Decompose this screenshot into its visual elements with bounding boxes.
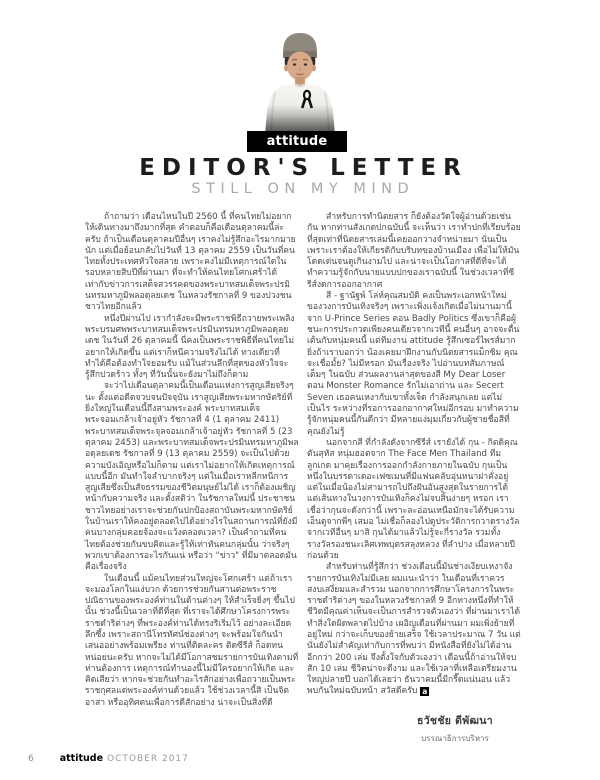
paragraph-text: สำหรับท่านที่รู้สึกว่า ช่วงเดือนนี้มันช่างเงียบเหงาจัง รายการบันเทิงไม่มีเลย ผมแนะนำว่า ในเดือนที่เราควรสงบเสงี่ยมและสำรวม นอกจากการศึกษาโครงการในพระราชดำริต่างๆ ของในหลวงรัชกาลที่ 9 อีกทางหนึ่งที่ทำให้ชีวิตมีคุณค่าเห็นจะเป็นการสำรวจตัวเองว่า ที่ผ่านมาเราได้ทำสิ่งใดผิดพลาดไปบ้าง เผอิญเดือนที่ผ่านมา ผมเพิ่งย้ายที่อยู่ใหม่ กว่าจะเก็บของย้ายเสร็จ ใช้เวลาประมาณ 7 วัน แต่นั่นยังไม่สำคัญเท่ากับการที่พบว่า มีหนังสือที่ยังไม่ได้อ่านอีกกว่า 200 เล่ม จึงตั้งใจกับตัวเองว่า เดือนนี้ถ้าอ่านให้จบสัก 10 เล่ม ชีวิตน่าจะดีงาม และใช้เวลาที่เหลือเตรียมงานใหญ่ปลายปี บอกได้เลยว่า ธันวาคมนี้มีกรี๊ดแน่นอน แล้วพบกันใหม่ฉบับหน้า สวัสดีครับ <box>307 562 521 697</box>
attitude-logo <box>247 131 347 152</box>
signature-block <box>390 712 520 745</box>
page-footer <box>28 753 572 764</box>
paragraph <box>307 562 521 698</box>
editor-photo <box>248 28 352 134</box>
paragraph: นอกจากสี ที่กำลังดังจากซีรีส์ เรายังได้ กุน - กิตติคุณ ตันสุหัส หนุ่มฮอตจาก The Face Men Thailand ทีมลูกเกด มาคุยเรื่องการออกกำลังกายภายในฉบับ กุนเป็นหนึ่งในบรรดาเดอะเฟซเมนที่มีแฟนคลับอุ่นหนาฝาคั่งอยู่ แต่ในเมื่อน้องไม่สามารถไปถึงฝันอันสูงสุดในรายการได้ แต่เส้นทางในวงการบันเทิงก็คงไม่จบสิ้นง่ายๆ หรอก เราเชื่อว่ากุนจะดังกว่านี้ เพราะละอ่อนเหนือมักจะได้รับความเอ็นดูจากพี่ๆ เสมอ ไม่เชื่อก็ลองไปดูประวัติการกวาดรางวัลจากเวทีอื่นๆ มาสิ กุนได้มาแล้วไม่รู้จะกี่รางวัล รวมทั้งรางวัลรองชนะเลิศเทพบุตรสลุงหลวง ที่ลำปาง เมื่อหลายปีก่อนด้วย <box>307 437 520 561</box>
paragraph: ในเดือนนี้ แม้คนไทยส่วนใหญ่จะโศกเศร้า แต่ถ้าเราจะมองโลกในแง่บวก ด้วยการช่วยกันสานต่อพระราชปณิธานของพระองค์ท่านในด้านต่างๆ ให้สำเร็จยิ่งๆ ขึ้นไปนั้น ช่วงนี้เป็นเวลาที่ดีที่สุด ที่เราจะได้ศึกษาโครงการพระราชดำริต่างๆ ที่พระองค์ท่านได้ทรงริเริ่มไว้ อย่างละเอียดลึกซึ้ง เพราะสถานีโทรทัศน์ช่องต่างๆ จะพร้อมใจกันนำเสนออย่างพร้อมเพรียง ท่านที่ติดละคร ติดซีรีส์ ก็อดทนหน่อยนะครับ หากจะไม่ได้มีโอกาสชมรายการบันเทิงตามที่ท่านต้องการ เหตุการณ์ทำนองนี้ไม่มีใครอยากให้เกิด และคิดเสียว่า หากจะช่วยกันทำอะไรสักอย่างเพื่อถวายเป็นพระราชกุศลแด่พระองค์ท่านด้วยแล้ว ใช้ช่วงเวลานี้สิ เป็นจิตอาสา หรืออุทิศตนเพื่อการดีสักอย่าง น่าจะเป็นสิ่งที่ดี <box>85 573 299 708</box>
letter-body <box>85 212 521 712</box>
sweater <box>265 83 335 135</box>
footer-issue: OCTOBER 2017 <box>107 754 189 764</box>
editor-portrait-illustration <box>248 28 352 134</box>
paragraph: สี - ฐานัฐพ์ โล่ห์คุณสมบัติ คงเป็นพระเอกหน้าใหม่ของวงการบันเทิงจริงๆ เพราะเพิ่งแจ้งเกิดเมื่อไม่นานมานี้จาก U-Prince Series ตอน Badly Politics ซึ่งเขาก็คือผู้ชนะการประกวดเพียงคนเดียวจากเวทีนี้ คนอื่นๆ อาจจะตื่นเต้นกับหนุ่มคนนี้ แต่ทีมงาน attitude รู้สึกเซอร์ไพรส์มาก ยิ่งถ้าเราบอกว่า น้องเคยมาฝึกงานกับนิตยสารแม็กซิม คุณจะเชื่อมั้ย? ไม่มีหรอก มันเรื่องจริง ไปอ่านบทสัมภาษณ์เต็มๆ ในฉบับ ส่วนผลงานล่าสุดของสี My Dear Loser ตอน Monster Romance รักไม่เอาถ่าน และ Secert Seven เธอคนเหงากับเขาทั้งเจ็ด กำลังสนุกเลย แต่ไม่เป็นไร ระหว่างที่รอการออกอากาศใหม่อีกรอบ มาทำความรู้จักหนุ่มคนนี้กันดีกว่า มีหลายแง่มุมเกี่ยวกับผู้ชายชื่อสีที่คุณยังไม่รู้ <box>307 291 520 437</box>
editor-name: ธวัชชัย ดีพัฒนา <box>417 715 493 727</box>
editor-title: บรรณาธิการบริหาร <box>421 734 489 743</box>
paragraph: จะว่าไปเดือนตุลาคมนี้เป็นเดือนแห่งการสูญเสียจริงๆ นะ ตั้งแต่อดีตจวบจนปัจจุบัน เราสูญเสียพระมหากษัตริย์ที่ยิ่งใหญ่ในเดือนนี้ถึงสามพระองค์ พระบาทสมเด็จพระจอมเกล้าเจ้าอยู่หัว รัชกาลที่ 4 (1 ตุลาคม 2411) พระบาทสมเด็จพระจุลจอมเกล้าเจ้าอยู่หัว รัชกาลที่ 5 (23 ตุลาคม 2453) และพระบาทสมเด็จพระปรมินทรมหาภูมิพลอดุลยเดช รัชกาลที่ 9 (13 ตุลาคม 2559) จะเป็นไปด้วยความบังเอิญหรือไม่ก็ตาม แต่เราไม่อยากให้เกิดเหตุการณ์แบบนี้อีก มันทำใจลำบากจริงๆ แต่ในเมื่อเราหลีกหนีการสูญเสียซึ่งเป็นสัจธรรมของชีวิตมนุษย์ไม่ได้ เราก็ต้องเผชิญหน้ากับความจริง และตั้งสติว่า ในรัชกาลใหม่นี้ ประชาชนชาวไทยอย่างเราจะช่วยกันปกป้องสถาบันพระมหากษัตริย์ในบ้านเราให้คงอยู่ตลอดไปได้อย่างไรในสถานการณ์ที่ยังมีคนบางกลุ่มคอยจ้องจะแว้งตลอดเวลา? เป็นคำถามที่คนไทยต้องช่วยกันขบคิดและรู้ให้เท่าทันคนกลุ่มนั้น ว่าจริงๆ พวกเขาต้องการอะไรกันแน่ หรือว่า "ข่าว" ที่มีมาตลอดมันคือเรื่องจริง <box>85 381 299 573</box>
attitude-logo-text: attitude <box>266 134 328 149</box>
paragraph: ถ้าถามว่า เดือนไหนในปี 2560 นี้ ที่คนไทยไม่อยากให้เดินทางมาถึงมากที่สุด คำตอบก็คือเดือนตุลาคมนี้ล่ะครับ ถ้าเป็นเดือนตุลาคมปีอื่นๆ เราคงไม่รู้สึกอะไรมากมายนัก แต่เมื่อย้อนกลับไปวันที่ 13 ตุลาคม 2559 เป็นวันที่คนไทยทั้งประเทศหัวใจสลาย เพราะคงไม่มีเหตุการณ์ใดในรอบหลายสิบปีที่ผ่านมา ที่จะทำให้คนไทยโศกเศร้าได้เท่ากับข่าวการเสด็จสวรรคตของพระบาทสมเด็จพระปรมินทรมหาภูมิพลอดุลยเดช ในหลวงรัชกาลที่ 9 ของปวงชนชาวไทยอีกแล้ว <box>85 212 296 313</box>
paragraph: หนึ่งปีผ่านไป เรากำลังจะมีพระราชพิธีถวายพระเพลิงพระบรมศพพระบาทสมเด็จพระปรมินทรมหาภูมิพลอดุลยเดช ในวันที่ 26 ตุลาคมนี้ นี่คงเป็นพระราชพิธีที่คนไทยไม่อยากให้เกิดขึ้น แต่เราก็หนีความจริงไม่ได้ ทางเดียวที่ทำได้คือต้องทำใจยอมรับ แม้ในส่วนลึกที่สุดของหัวใจจะรู้สึกปวดร้าว ทั้งๆ ที่วันนั้นจะยังมาไม่ถึงก็ตาม <box>85 313 295 381</box>
page-subtitle: STILL ON MY MIND <box>191 181 415 197</box>
footer-brand: attitude <box>59 753 104 764</box>
end-of-article-marker: a <box>422 687 428 697</box>
paragraph: สำหรับการทำนิตยสาร ก็ยังต้องวัดใจผู้อ่านด้วยเช่นกัน หากท่านสังเกตปกฉบับนี้ จะเห็นว่า เราทำปกที่เรียบร้อยที่สุดเท่าที่นิตยสารเล่มนี้เคยออกวางจำหน่ายมา นั่นเป็นเพราะเราต้องให้เกียรติกับบริบทของบ้านเมือง เพื่อไม่ให้มันโดดเด่นจนดูเกินงามไป และน่าจะเป็นโอกาสที่ดีที่จะได้ทำความรู้จักกับนายแบบปกของเราฉบับนี้ ในช่วงเวลาที่ซีรีส์งดการออกอากาศ <box>307 212 521 290</box>
page-number: 6 <box>28 754 34 764</box>
face <box>287 52 313 81</box>
left-column <box>85 212 299 712</box>
page-title: EDITOR'S LETTER <box>139 155 468 181</box>
right-column <box>307 212 521 712</box>
